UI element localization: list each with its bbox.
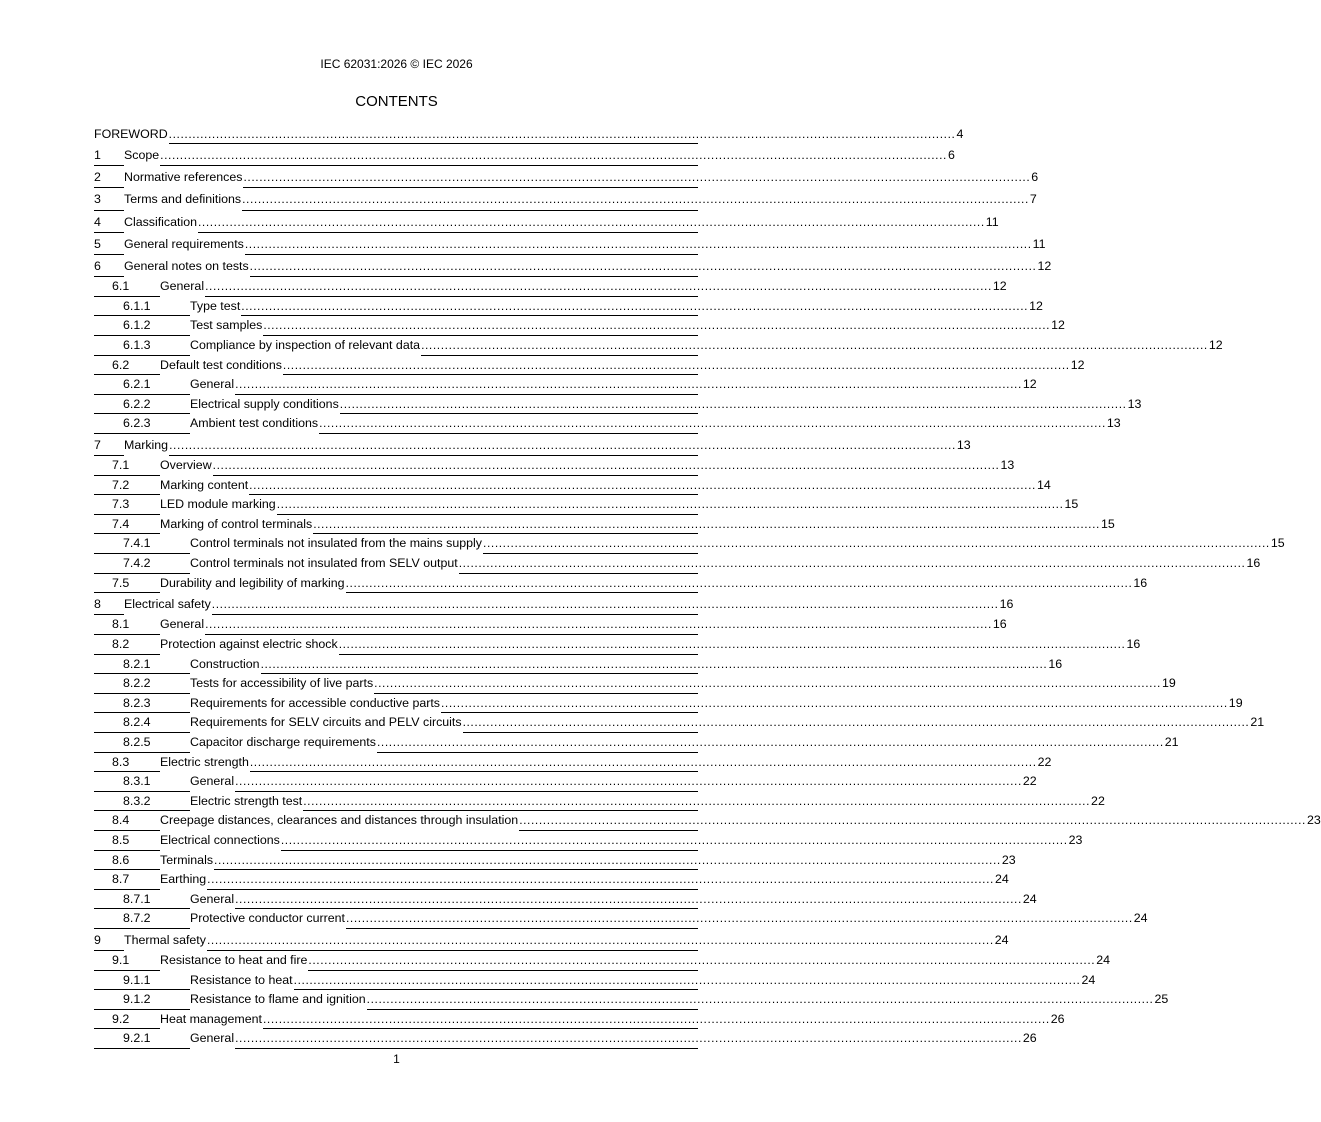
toc-entry[interactable] <box>94 375 1037 395</box>
toc-entry[interactable] <box>94 476 1051 496</box>
toc-entry-title: Protective conductor current <box>190 909 346 929</box>
toc-entry-line <box>94 125 964 144</box>
toc-entry-title: Electrical safety <box>124 593 212 615</box>
toc-entry-page: 7 <box>1029 188 1037 210</box>
toc-entry[interactable] <box>94 753 1052 773</box>
toc-entry-page: 22 <box>1037 753 1052 773</box>
toc-entry-title: FOREWORD <box>94 125 169 144</box>
dot-leader: ........................................................................................................................................................................................................ <box>235 1031 1022 1046</box>
toc-entry-line <box>160 574 1148 594</box>
toc-entry-title: Terms and definitions <box>124 188 242 210</box>
dot-leader: ........................................................................................................................................................................................................ <box>249 258 1037 273</box>
toc-entry-number: 9 <box>94 932 101 947</box>
toc-entry-page: 16 <box>1125 635 1140 655</box>
dot-leader: ........................................................................................................................................................................................................ <box>249 477 1036 492</box>
dot-leader: ........................................................................................................................................................................................................ <box>338 637 1126 651</box>
toc-entry-line <box>124 255 1052 277</box>
toc-entry[interactable] <box>94 336 1223 356</box>
toc-entry-number: 8.3.1 <box>123 774 151 789</box>
toc-entry-line <box>190 554 1261 574</box>
toc-entry-title: General <box>160 615 205 635</box>
toc-entry-title: Overview <box>160 456 213 476</box>
toc-entry-number: 3 <box>94 192 101 207</box>
toc-entry-number: 1 <box>94 148 101 162</box>
toc-entry-title: Electrical connections <box>160 831 281 851</box>
dot-leader: ........................................................................................................................................................................................................ <box>207 872 994 887</box>
toc-entry-line <box>190 890 1037 910</box>
toc-entry[interactable] <box>94 851 1016 871</box>
toc-entry-page: 13 <box>999 456 1014 476</box>
toc-entry-title: Electric strength test <box>190 792 303 812</box>
toc-entry-line <box>160 870 1009 890</box>
toc-entry-page: 12 <box>1050 316 1065 336</box>
toc-entry-title: Terminals <box>160 851 214 871</box>
toc-entry-number: 2 <box>94 170 101 185</box>
toc-entry[interactable] <box>94 534 1285 554</box>
toc-entry-title: Ambient test conditions <box>190 414 319 434</box>
toc-entry-title: Type test <box>190 297 241 317</box>
toc-entry-page: 19 <box>1228 694 1243 714</box>
toc-entry[interactable] <box>94 515 1115 535</box>
contents-title: CONTENTS <box>355 93 438 110</box>
toc-entry-line <box>124 188 1037 210</box>
toc-entry-page: 23 <box>1001 851 1016 871</box>
toc-entry-number: 6.2.3 <box>123 416 151 431</box>
toc-entry[interactable] <box>94 615 1007 635</box>
dot-leader: ........................................................................................................................................................................................................ <box>458 556 1246 571</box>
toc-entry-line <box>124 434 971 456</box>
toc-entry-title: General notes on tests <box>124 255 250 277</box>
toc-entry-page: 15 <box>1064 495 1079 515</box>
dot-leader: ........................................................................................................................................................................................................ <box>345 575 1133 590</box>
dot-leader: ........................................................................................................................................................................................................ <box>276 497 1064 512</box>
toc-entry-number: 5 <box>94 236 101 251</box>
toc-entry-number: 6.2 <box>112 357 130 372</box>
toc-entry-page: 13 <box>1106 414 1121 434</box>
dot-leader: ........................................................................................................................................................................................................ <box>282 357 1070 372</box>
toc-entry-number: 7.4 <box>112 516 130 531</box>
toc-entry[interactable] <box>94 1029 1037 1049</box>
toc-entry[interactable] <box>94 890 1037 910</box>
toc-entry-title: Electrical supply conditions <box>190 395 340 415</box>
dot-leader: ........................................................................................................................................................................................................ <box>421 337 1208 352</box>
toc-entry[interactable] <box>94 188 1037 210</box>
dot-leader: ........................................................................................................................................................................................................ <box>260 656 1048 671</box>
toc-entry-number: 7.4.1 <box>123 536 151 551</box>
toc-entry[interactable] <box>94 870 1009 890</box>
toc-entry-page: 12 <box>992 277 1007 297</box>
toc-entry[interactable] <box>94 316 1065 336</box>
toc-entry-title: Tests for accessibility of live parts <box>190 674 374 694</box>
dot-leader: ........................................................................................................................................................................................................ <box>235 891 1022 906</box>
toc-entry-number: 6.1.1 <box>123 298 151 313</box>
dot-leader: ........................................................................................................................................................................................................ <box>241 298 1029 313</box>
toc-entry-title: General <box>190 375 235 395</box>
toc-entry[interactable] <box>94 277 1007 297</box>
toc-entry-page: 12 <box>1028 297 1043 317</box>
toc-entry[interactable] <box>94 554 1261 574</box>
toc-entry[interactable] <box>94 733 1179 753</box>
toc-entry-number: 8.7.2 <box>123 911 151 926</box>
toc-entry-number: 8.2.4 <box>123 715 151 730</box>
toc-entry-page: 26 <box>1022 1029 1037 1049</box>
toc-entry[interactable] <box>94 211 999 233</box>
toc-entry-line <box>160 615 1007 635</box>
toc-entry-page: 13 <box>1127 395 1142 415</box>
dot-leader: ........................................................................................................................................................................................................ <box>235 377 1022 392</box>
dot-leader: ........................................................................................................................................................................................................ <box>303 793 1091 808</box>
toc-entry-number: 8.2.2 <box>123 676 151 691</box>
toc-entry-page: 16 <box>992 615 1007 635</box>
toc-entry-title: Requirements for accessible conductive parts <box>190 694 441 714</box>
toc-entry-number: 7.3 <box>112 497 130 512</box>
toc-entry-number: 9.2 <box>112 1011 130 1026</box>
toc-entry[interactable] <box>94 971 1096 991</box>
toc-entry[interactable] <box>94 929 1009 951</box>
toc-entry-number: 8.5 <box>112 832 130 847</box>
toc-entry-line <box>190 534 1285 554</box>
dot-leader: ........................................................................................................................................................................................................ <box>313 516 1100 531</box>
toc-entry-title: Durability and legibility of marking <box>160 574 346 594</box>
toc-entry-line <box>190 971 1096 991</box>
toc-entry-title: Construction <box>190 655 261 675</box>
toc-entry-page: 16 <box>1132 574 1147 594</box>
toc-entry[interactable] <box>94 713 1265 733</box>
toc-entry-line <box>190 414 1121 434</box>
toc-entry-line <box>160 277 1007 297</box>
toc-entry[interactable] <box>94 255 1052 277</box>
toc-entry-line <box>190 395 1142 415</box>
table-of-contents <box>94 125 1321 1049</box>
dot-leader: ........................................................................................................................................................................................................ <box>249 754 1037 769</box>
toc-entry-page: 21 <box>1249 713 1264 733</box>
page-number: 1 <box>393 1052 400 1066</box>
toc-entry-page: 12 <box>1208 336 1223 356</box>
toc-entry-page: 12 <box>1070 356 1085 376</box>
toc-entry-number: 9.2.1 <box>123 1031 151 1046</box>
dot-leader: ........................................................................................................................................................................................................ <box>462 715 1250 730</box>
toc-entry-title: Requirements for SELV circuits and PELV circuits <box>190 713 463 733</box>
dot-leader: ........................................................................................................................................................................................................ <box>308 953 1096 968</box>
toc-entry-title: Earthing <box>160 870 207 890</box>
toc-entry-number: 8.7 <box>112 872 130 887</box>
toc-entry-number: 6.1.3 <box>123 337 151 352</box>
toc-entry-line <box>160 951 1110 971</box>
toc-entry-number: 7.5 <box>112 575 130 590</box>
toc-entry[interactable] <box>94 909 1148 929</box>
toc-entry-number: 4 <box>94 214 101 229</box>
toc-entry-number: 9.1.1 <box>123 972 151 987</box>
toc-entry-line <box>124 144 955 166</box>
toc-entry[interactable] <box>94 1010 1065 1030</box>
toc-entry[interactable] <box>94 772 1037 792</box>
toc-entry-title: General <box>190 772 235 792</box>
toc-entry-page: 19 <box>1161 674 1176 694</box>
toc-entry-line <box>160 515 1115 535</box>
toc-entry-line <box>190 990 1169 1010</box>
toc-entry-page: 22 <box>1090 792 1105 812</box>
dot-leader: ........................................................................................................................................................................................................ <box>205 279 992 294</box>
toc-entry-title: Marking content <box>160 476 249 496</box>
toc-entry-line <box>160 1010 1065 1030</box>
dot-leader: ........................................................................................................................................................................................................ <box>211 597 999 612</box>
toc-entry-page: 24 <box>1133 909 1148 929</box>
toc-entry-page: 14 <box>1036 476 1051 496</box>
toc-entry-page: 11 <box>985 211 999 233</box>
toc-entry-title: Resistance to flame and ignition <box>190 990 367 1010</box>
dot-leader: ........................................................................................................................................................................................................ <box>214 852 1001 867</box>
toc-entry-title: General <box>160 277 205 297</box>
toc-entry-line <box>160 635 1141 655</box>
toc-entry-number: 6.1 <box>112 279 130 294</box>
toc-entry-page: 24 <box>994 870 1009 890</box>
toc-entry-number: 8.1 <box>112 617 130 632</box>
toc-entry-title: Marking <box>124 434 169 456</box>
toc-entry-number: 8.3.2 <box>123 793 151 808</box>
toc-entry-page: 25 <box>1153 990 1168 1010</box>
toc-entry-line <box>160 831 1083 851</box>
toc-entry-number: 7.1 <box>112 458 130 473</box>
toc-entry-page: 13 <box>956 434 971 456</box>
toc-entry-line <box>190 336 1223 356</box>
toc-entry-title: Resistance to heat and fire <box>160 951 308 971</box>
toc-entry-title: General <box>190 1029 235 1049</box>
toc-entry[interactable] <box>94 456 1015 476</box>
toc-entry-page: 16 <box>1047 655 1062 675</box>
toc-entry-page: 24 <box>994 929 1009 951</box>
dot-leader: ........................................................................................................................................................................................................ <box>339 396 1127 411</box>
toc-entry-line <box>190 674 1176 694</box>
toc-entry[interactable] <box>94 674 1176 694</box>
dot-leader: ........................................................................................................................................................................................................ <box>242 192 1029 207</box>
dot-leader: ........................................................................................................................................................................................................ <box>169 437 956 452</box>
toc-entry-line <box>124 593 1014 615</box>
toc-entry-number: 9.1.2 <box>123 992 151 1007</box>
toc-entry[interactable] <box>94 990 1169 1010</box>
toc-entry-number: 6 <box>94 258 101 273</box>
toc-entry[interactable] <box>94 574 1148 594</box>
dot-leader: ........................................................................................................................................................................................................ <box>244 236 1032 251</box>
toc-entry[interactable] <box>94 166 1039 188</box>
dot-leader: ........................................................................................................................................................................................................ <box>441 695 1228 710</box>
toc-entry[interactable] <box>94 233 1046 255</box>
toc-entry-title: Marking of control terminals <box>160 515 313 535</box>
toc-entry-title: General <box>190 890 235 910</box>
toc-entry-line <box>190 1029 1037 1049</box>
toc-entry[interactable] <box>94 811 1321 831</box>
toc-entry-page: 24 <box>1095 951 1110 971</box>
toc-entry-line <box>190 733 1179 753</box>
dot-leader: ........................................................................................................................................................................................................ <box>212 458 1000 473</box>
toc-entry-number: 8.2.3 <box>123 695 151 710</box>
toc-entry[interactable] <box>94 414 1121 434</box>
toc-entry-title: Thermal safety <box>124 929 207 951</box>
toc-entry-number: 6.2.1 <box>123 377 151 392</box>
dot-leader: ........................................................................................................................................................................................................ <box>243 170 1031 185</box>
toc-entry-line <box>190 297 1043 317</box>
toc-entry-number: 8 <box>94 597 101 612</box>
toc-entry[interactable] <box>94 694 1243 714</box>
toc-entry-line <box>124 211 999 233</box>
toc-entry[interactable] <box>94 655 1063 675</box>
toc-entry-number: 6.1.2 <box>123 318 151 333</box>
toc-entry-title: Default test conditions <box>160 356 283 376</box>
dot-leader: ........................................................................................................................................................................................................ <box>366 992 1154 1007</box>
toc-entry-number: 8.4 <box>112 813 130 828</box>
dot-leader: ........................................................................................................................................................................................................ <box>263 318 1051 333</box>
toc-entry[interactable] <box>94 635 1141 655</box>
toc-entry-title: General requirements <box>124 233 245 255</box>
dot-leader: ........................................................................................................................................................................................................ <box>293 972 1081 987</box>
toc-entry-number: 8.7.1 <box>123 891 151 906</box>
dot-leader: ........................................................................................................................................................................................................ <box>168 127 956 141</box>
toc-entry-page: 26 <box>1050 1010 1065 1030</box>
dot-leader: ........................................................................................................................................................................................................ <box>483 536 1270 551</box>
toc-entry-number: 8.2.1 <box>123 656 151 671</box>
toc-entry-number: 6.2.2 <box>123 396 151 411</box>
toc-entry-line <box>190 772 1037 792</box>
toc-entry[interactable] <box>94 951 1110 971</box>
dot-leader: ........................................................................................................................................................................................................ <box>235 774 1022 789</box>
toc-entry-line <box>190 316 1065 336</box>
toc-entry-page: 6 <box>1030 166 1038 188</box>
toc-entry-title: Classification <box>124 211 198 233</box>
toc-entry-number: 7.2 <box>112 477 130 492</box>
toc-entry-line <box>124 929 1009 951</box>
toc-entry-page: 12 <box>1022 375 1037 395</box>
toc-entry-title: Test samples <box>190 316 263 336</box>
toc-entry-line <box>190 375 1037 395</box>
toc-entry-title: Capacitor discharge requirements <box>190 733 377 753</box>
toc-entry-title: Control terminals not insulated from SELV output <box>190 554 459 574</box>
dot-leader: ........................................................................................................................................................................................................ <box>345 911 1133 926</box>
toc-entry-title: Heat management <box>160 1010 263 1030</box>
toc-entry-line <box>124 233 1046 255</box>
toc-entry-line <box>160 811 1321 831</box>
dot-leader: ........................................................................................................................................................................................................ <box>205 617 992 632</box>
toc-entry[interactable] <box>94 831 1083 851</box>
dot-leader: ........................................................................................................................................................................................................ <box>198 214 985 229</box>
toc-entry-line <box>190 713 1265 733</box>
toc-entry-title: Control terminals not insulated from the mains supply <box>190 534 483 554</box>
toc-entry-title: Resistance to heat <box>190 971 294 991</box>
toc-entry-page: 16 <box>999 593 1014 615</box>
toc-entry[interactable] <box>94 495 1079 515</box>
toc-entry-line <box>124 166 1039 188</box>
toc-entry-page: 6 <box>947 144 955 166</box>
dot-leader: ........................................................................................................................................................................................................ <box>262 1011 1050 1026</box>
toc-entry-line <box>160 356 1085 376</box>
toc-entry-title: Creepage distances, clearances and distances through insulation <box>160 811 519 831</box>
toc-entry-page: 15 <box>1270 534 1285 554</box>
toc-entry-page: 22 <box>1022 772 1037 792</box>
toc-entry-page: 16 <box>1245 554 1260 574</box>
toc-entry-line <box>190 792 1105 812</box>
toc-entry-number: 8.3 <box>112 754 130 769</box>
toc-entry[interactable] <box>94 356 1085 376</box>
dot-leader: ........................................................................................................................................................................................................ <box>280 832 1068 847</box>
toc-entry[interactable] <box>94 297 1043 317</box>
toc-entry-number: 9.1 <box>112 953 130 968</box>
dot-leader: ........................................................................................................................................................................................................ <box>319 416 1106 431</box>
dot-leader: ........................................................................................................................................................................................................ <box>206 932 994 947</box>
dot-leader: ........................................................................................................................................................................................................ <box>376 734 1164 749</box>
toc-entry-line <box>160 476 1051 496</box>
toc-entry-line <box>160 456 1015 476</box>
toc-entry[interactable] <box>94 593 1014 615</box>
toc-entry[interactable] <box>94 125 964 144</box>
toc-entry-title: Normative references <box>124 166 243 188</box>
toc-entry[interactable] <box>94 792 1105 812</box>
toc-entry-page: 24 <box>1022 890 1037 910</box>
toc-entry[interactable] <box>94 144 955 166</box>
toc-entry-title: Compliance by inspection of relevant data <box>190 336 421 356</box>
toc-entry-line <box>160 851 1016 871</box>
dot-leader: ........................................................................................................................................................................................................ <box>160 148 947 162</box>
document-header: IEC 62031:2026 © IEC 2026 <box>320 57 473 71</box>
toc-entry-title: LED module marking <box>160 495 277 515</box>
toc-entry-line <box>160 495 1079 515</box>
toc-entry-title: Protection against electric shock <box>160 635 339 655</box>
toc-entry-title: Scope <box>124 144 160 166</box>
toc-entry-line <box>160 753 1052 773</box>
toc-entry-title: Electric strength <box>160 753 250 773</box>
toc-entry-page: 11 <box>1032 233 1046 255</box>
toc-entry-number: 7 <box>94 437 101 452</box>
toc-entry-number: 8.2.5 <box>123 734 151 749</box>
toc-entry-line <box>190 655 1063 675</box>
toc-entry[interactable] <box>94 434 971 456</box>
dot-leader: ........................................................................................................................................................................................................ <box>519 813 1306 828</box>
toc-entry-number: 8.2 <box>112 637 130 651</box>
toc-entry-page: 15 <box>1100 515 1115 535</box>
toc-entry-number: 7.4.2 <box>123 556 151 571</box>
dot-leader: ........................................................................................................................................................................................................ <box>374 676 1161 691</box>
toc-entry-page: 4 <box>955 125 963 144</box>
toc-entry-line <box>190 694 1243 714</box>
toc-entry-number: 8.6 <box>112 852 130 867</box>
toc-entry-page: 12 <box>1036 255 1051 277</box>
toc-entry-page: 24 <box>1080 971 1095 991</box>
toc-entry-line <box>190 909 1148 929</box>
toc-entry-page: 23 <box>1306 811 1321 831</box>
toc-entry-page: 21 <box>1164 733 1179 753</box>
row-divider <box>94 1048 698 1049</box>
toc-entry[interactable] <box>94 395 1142 415</box>
toc-entry-page: 23 <box>1068 831 1083 851</box>
